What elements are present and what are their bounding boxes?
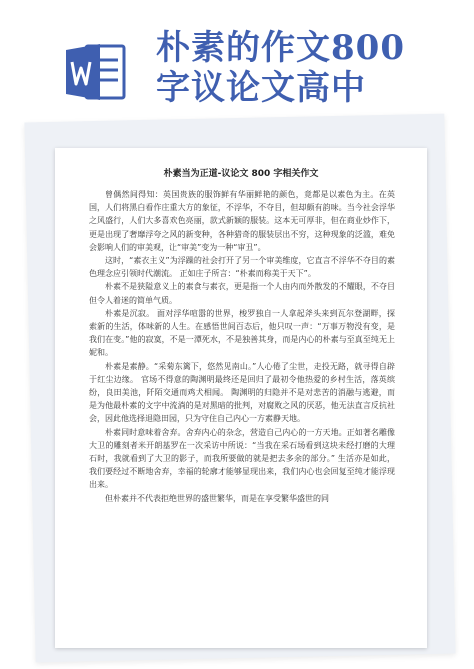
document-title: 朴素当为正道-议论文 800 字相关作文 (163, 169, 319, 179)
word-document-icon (64, 40, 128, 104)
page-title-line-1: 朴素的作文800 (156, 28, 405, 68)
paragraph: 朴素不是狭隘意义上的素食与素衣，更是指一个人由内而外散发的不耀眼，不夺目但令人着迷的简单气质。 (89, 282, 395, 305)
paragraph: 朴素同时意味着舍弃。舍弃内心的杂念，营造自己内心的一方天地。正如著名雕像大卫的雕刻者米开朗基罗在一次采访中所说：“当我在采石场看到这块未经打磨的大理石时，我就看到了大卫的影子，而我所要做的就是把去多余的部分。” 生活亦是如此，我们要经过不断地舍弃，幸福的轮廓才能够显现出来，我们内心也会回复至纯才能浮现出来。 (89, 427, 395, 490)
paragraph: 朴素是素静。“采菊东篱下，悠然见南山。”人心倦了尘世，走投无路，就寻得自辟于红尘边缘。 官场不得意的陶渊明最终还是回归了最初令他热爱的乡村生活，落英缤纷，良田美池，阡陌交通而鸡犬相闻。 陶渊明的归隐并不是对悲苦的消融与逃避，而是为他最朴素的文字中流淌的是对黑暗的批判，对腐败之风的厌恶，他无法直言反抗社会，因此他选择退隐田园，只为守住自己内心一方素静天地。 (89, 361, 395, 424)
page-title-line-2: 字议论文高中 (156, 68, 366, 108)
document-body (89, 188, 395, 505)
paragraph: 但朴素并不代表拒绝世界的盛世繁华，而是在享受繁华盛世的同 (105, 493, 329, 503)
paragraph: 曾偶然间得知：英国贵族的服饰鲜有华丽鲜艳的颜色，竟都是以素色为主。在英国，人们将黑白看作庄重大方的象征，不浮华，不夺目，但却颇有韵味。当今社会浮华之风盛行，人们大多喜欢色亮丽，款式新颖的服装。这本无可厚非，但在商业炒作下，更是出现了奢靡浮夸之风的新变种，各种猎奇的服装层出不穷，这种现象的泛滥，难免会影响人们的审美观，让“审美”变为一种“审丑”。 (89, 190, 395, 252)
document-preview (55, 148, 427, 648)
page-title (156, 28, 456, 108)
paragraph: 朴素是沉寂。 面对浮华喧嚣的世界，梭罗独自一人拿起斧头来到瓦尔登湖畔，探索新的生活，体味新的人生。在感悟世间百态后，他只叹一声：“万事万物没有变，是我们在变。”他的寂寞，不是一潭死水，不是独善其身，而是内心的朴素与至真至纯无上妮和。 (89, 308, 395, 358)
paragraph: 这时，“素衣主义”为浮躁的社会打开了另一个审美维度，它直言不浮华不夺目的素色理念应引领时代潮流。 正如庄子所言：“朴素而称美于天下”。 (89, 256, 395, 279)
